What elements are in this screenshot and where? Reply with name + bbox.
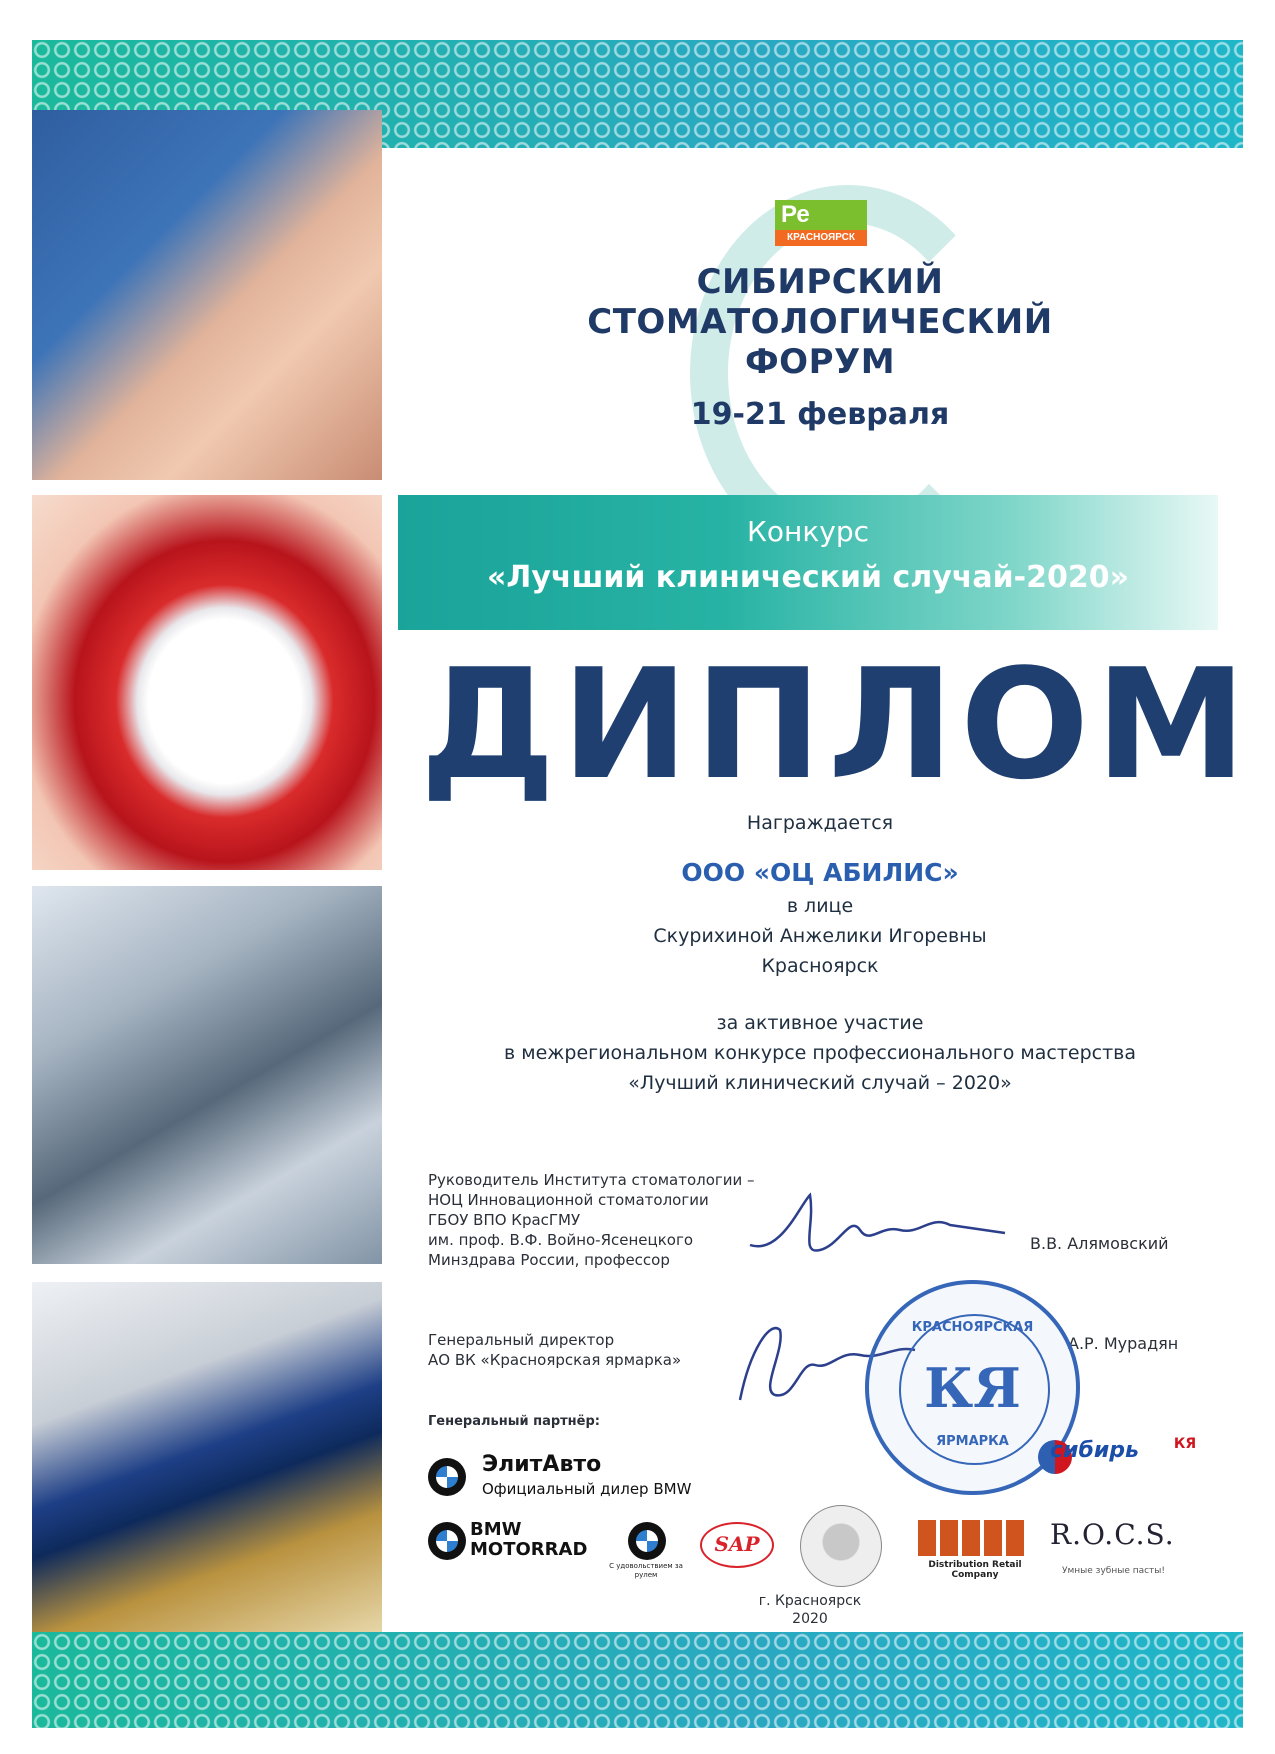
first-signatory-title bbox=[428, 1170, 768, 1270]
bottom-decorative-band bbox=[32, 1632, 1243, 1728]
forum-title-line2: СТОМАТОЛОГИЧЕСКИЙ bbox=[587, 302, 1053, 342]
recipient-name: Скурихиной Анжелики Игоревны bbox=[653, 925, 987, 947]
footer-year: 2020 bbox=[792, 1611, 828, 1627]
reason-line1: за активное участие bbox=[716, 1012, 924, 1034]
sibir-logo: сибирь bbox=[1050, 1438, 1139, 1463]
first-title-line1: Руководитель Института стоматологии – bbox=[428, 1171, 755, 1189]
forum-title-line3: ФОРУМ bbox=[744, 342, 896, 382]
forum-title bbox=[560, 262, 1080, 382]
bmw-motorrad-logo-icon bbox=[428, 1522, 466, 1560]
footer-city: г. Красноярск bbox=[758, 1593, 862, 1609]
reason-line3: «Лучший клинический случай – 2020» bbox=[628, 1072, 1012, 1094]
forum-title-line1: СИБИРСКИЙ bbox=[696, 262, 944, 302]
stamp-bottom-text: ЯРМАРКА bbox=[936, 1434, 1009, 1449]
awarded-text: Награждается bbox=[746, 812, 894, 834]
second-title-line1: Генеральный директор bbox=[428, 1331, 615, 1349]
drc-logo bbox=[918, 1520, 1028, 1556]
second-title-line2: АО ВК «Красноярская ярмарка» bbox=[428, 1351, 682, 1369]
motorrad-line2: MOTORRAD bbox=[470, 1539, 588, 1560]
contest-name: «Лучший клинический случай-2020» bbox=[487, 560, 1129, 595]
second-signatory-title bbox=[428, 1330, 728, 1370]
bmw-small-logo-icon bbox=[628, 1522, 666, 1560]
bmw-logo-icon bbox=[428, 1458, 466, 1496]
stamp-center-text: КЯ bbox=[924, 1356, 1021, 1420]
first-title-line2: НОЦ Инновационной стоматологии bbox=[428, 1191, 709, 1209]
bmw-note: С удовольствием за рулем bbox=[609, 1562, 683, 1579]
stamp-top-text: КРАСНОЯРСКАЯ bbox=[911, 1320, 1034, 1335]
photo-dental-tweezers bbox=[32, 110, 382, 480]
first-signatory-name: В.В. Алямовский bbox=[1030, 1234, 1169, 1253]
reason-line2: в межрегиональном конкурсе профессионального мастерства bbox=[504, 1042, 1136, 1064]
first-title-line5: Минздрава России, профессор bbox=[428, 1251, 670, 1269]
represented-by: в лице bbox=[786, 895, 854, 917]
contest-label: Конкурс bbox=[747, 515, 869, 548]
logo-pe-text: Ре bbox=[775, 200, 867, 230]
sap-logo: SAP bbox=[700, 1522, 774, 1568]
diploma-title: ДИПЛОМ bbox=[420, 636, 1253, 813]
bmw-motorrad-text bbox=[470, 1520, 587, 1560]
first-signature bbox=[740, 1185, 1010, 1275]
footer-city-year bbox=[730, 1592, 890, 1628]
second-signatory-name: А.Р. Мурадян bbox=[1068, 1334, 1179, 1353]
ky-small-logo: КЯ bbox=[1173, 1436, 1197, 1452]
recipient-city: Красноярск bbox=[761, 955, 879, 977]
forum-logo bbox=[775, 200, 867, 248]
elitavto-name: ЭлитАвто bbox=[482, 1452, 602, 1477]
first-title-line4: им. проф. В.Ф. Войно-Ясенецкого bbox=[428, 1231, 694, 1249]
photo-smile-aligner bbox=[32, 495, 382, 870]
elitavto-description: Официальный дилер BMW bbox=[482, 1480, 692, 1498]
organization-name: ООО «ОЦ АБИЛИС» bbox=[681, 858, 959, 887]
forum-dates: 19-21 февраля bbox=[690, 397, 950, 432]
rocs-tagline: Умные зубные пасты! bbox=[1062, 1566, 1166, 1576]
general-partner-label: Генеральный партнёр: bbox=[428, 1414, 600, 1429]
first-title-line3: ГБОУ ВПО КрасГМУ bbox=[428, 1211, 581, 1229]
drc-label: Distribution Retail Company bbox=[928, 1560, 1022, 1580]
motorrad-line1: BMW bbox=[470, 1519, 522, 1540]
portrait-seal-icon bbox=[800, 1505, 882, 1587]
photo-dental-chair bbox=[32, 1282, 382, 1632]
logo-city-text: КРАСНОЯРСК bbox=[775, 230, 867, 246]
rocs-logo: R.O.C.S. bbox=[1050, 1518, 1175, 1551]
photo-dental-handpieces bbox=[32, 886, 382, 1264]
